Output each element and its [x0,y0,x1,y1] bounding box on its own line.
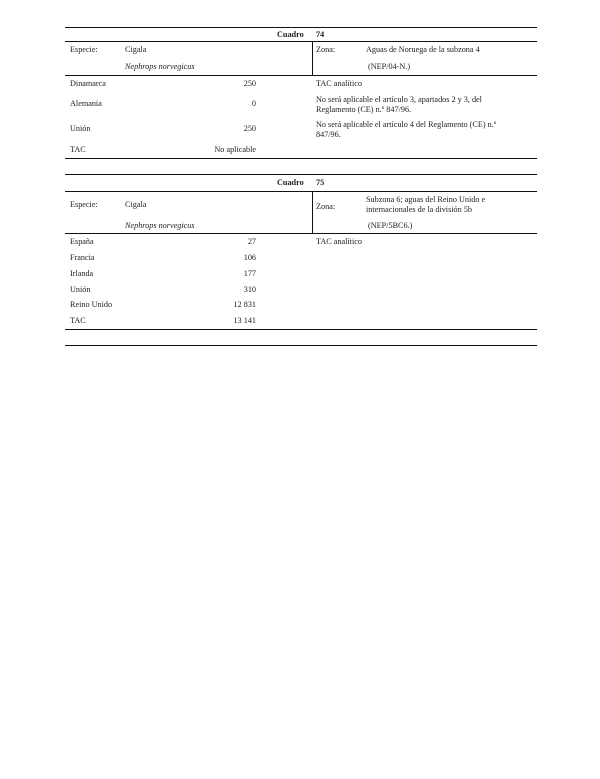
zone-text: Subzona 6; aguas del Reino Unido e internacionales de la división 5b [366,195,486,214]
table-top-rule [65,174,537,175]
quota-value: 13 141 [233,316,256,325]
zone-label: Zona: [316,202,336,211]
zone-text: Aguas de Noruega de la subzona 4 [366,45,480,54]
country-name: TAC [70,145,86,154]
species-zone-divider [312,41,313,75]
tac-note: TAC analítico [316,79,362,88]
country-name: Unión [70,124,91,133]
zone-label: Zona: [316,45,336,54]
species-label: Especie: [70,200,98,209]
country-name: TAC [70,316,86,325]
article-note: No será aplicable el artículo 4 del Reglamento (CE) n.º 847/96. [316,120,497,139]
body-rule [65,75,537,76]
quota-value: 27 [247,237,256,246]
species-common-name: Cigala [125,45,147,54]
species-latin-name: Nephrops norvegicus [125,221,195,230]
table-top-rule [65,27,537,28]
species-zone-divider [312,191,313,233]
quota-value: 106 [243,253,256,262]
article-note: No será aplicable el artículo 3, apartados 2 y 3, del Reglamento (CE) n.º 847/96. [316,95,482,114]
table-title-label: Cuadro [277,178,304,187]
table-title-number: 75 [316,178,325,187]
quota-value: 250 [243,79,256,88]
country-name: Irlanda [70,269,94,278]
country-name: Dinamarca [70,79,106,88]
header-rule [65,191,537,192]
section-end-rule [65,345,537,346]
tac-note: TAC analítico [316,237,362,246]
species-latin-name: Nephrops norvegicus [125,62,195,71]
quota-value: No aplicable [214,145,256,154]
country-name: Francia [70,253,95,262]
quota-value: 12 831 [233,300,256,309]
table-title-label: Cuadro [277,30,304,39]
zone-code: (NEP/5BC6.) [368,221,413,230]
country-name: Alemania [70,99,102,108]
table-title-number: 74 [316,30,325,39]
table-bottom-rule [65,158,537,159]
table-bottom-rule [65,329,537,330]
quota-value: 310 [243,285,256,294]
species-label: Especie: [70,45,98,54]
zone-code: (NEP/04-N.) [368,62,411,71]
country-name: Reino Unido [70,300,113,309]
header-rule [65,41,537,42]
species-common-name: Cigala [125,200,147,209]
country-name: Unión [70,285,91,294]
quota-value: 177 [243,269,256,278]
country-name: España [70,237,94,246]
body-rule [65,233,537,234]
quota-value: 0 [251,99,256,108]
quota-value: 250 [243,124,256,133]
